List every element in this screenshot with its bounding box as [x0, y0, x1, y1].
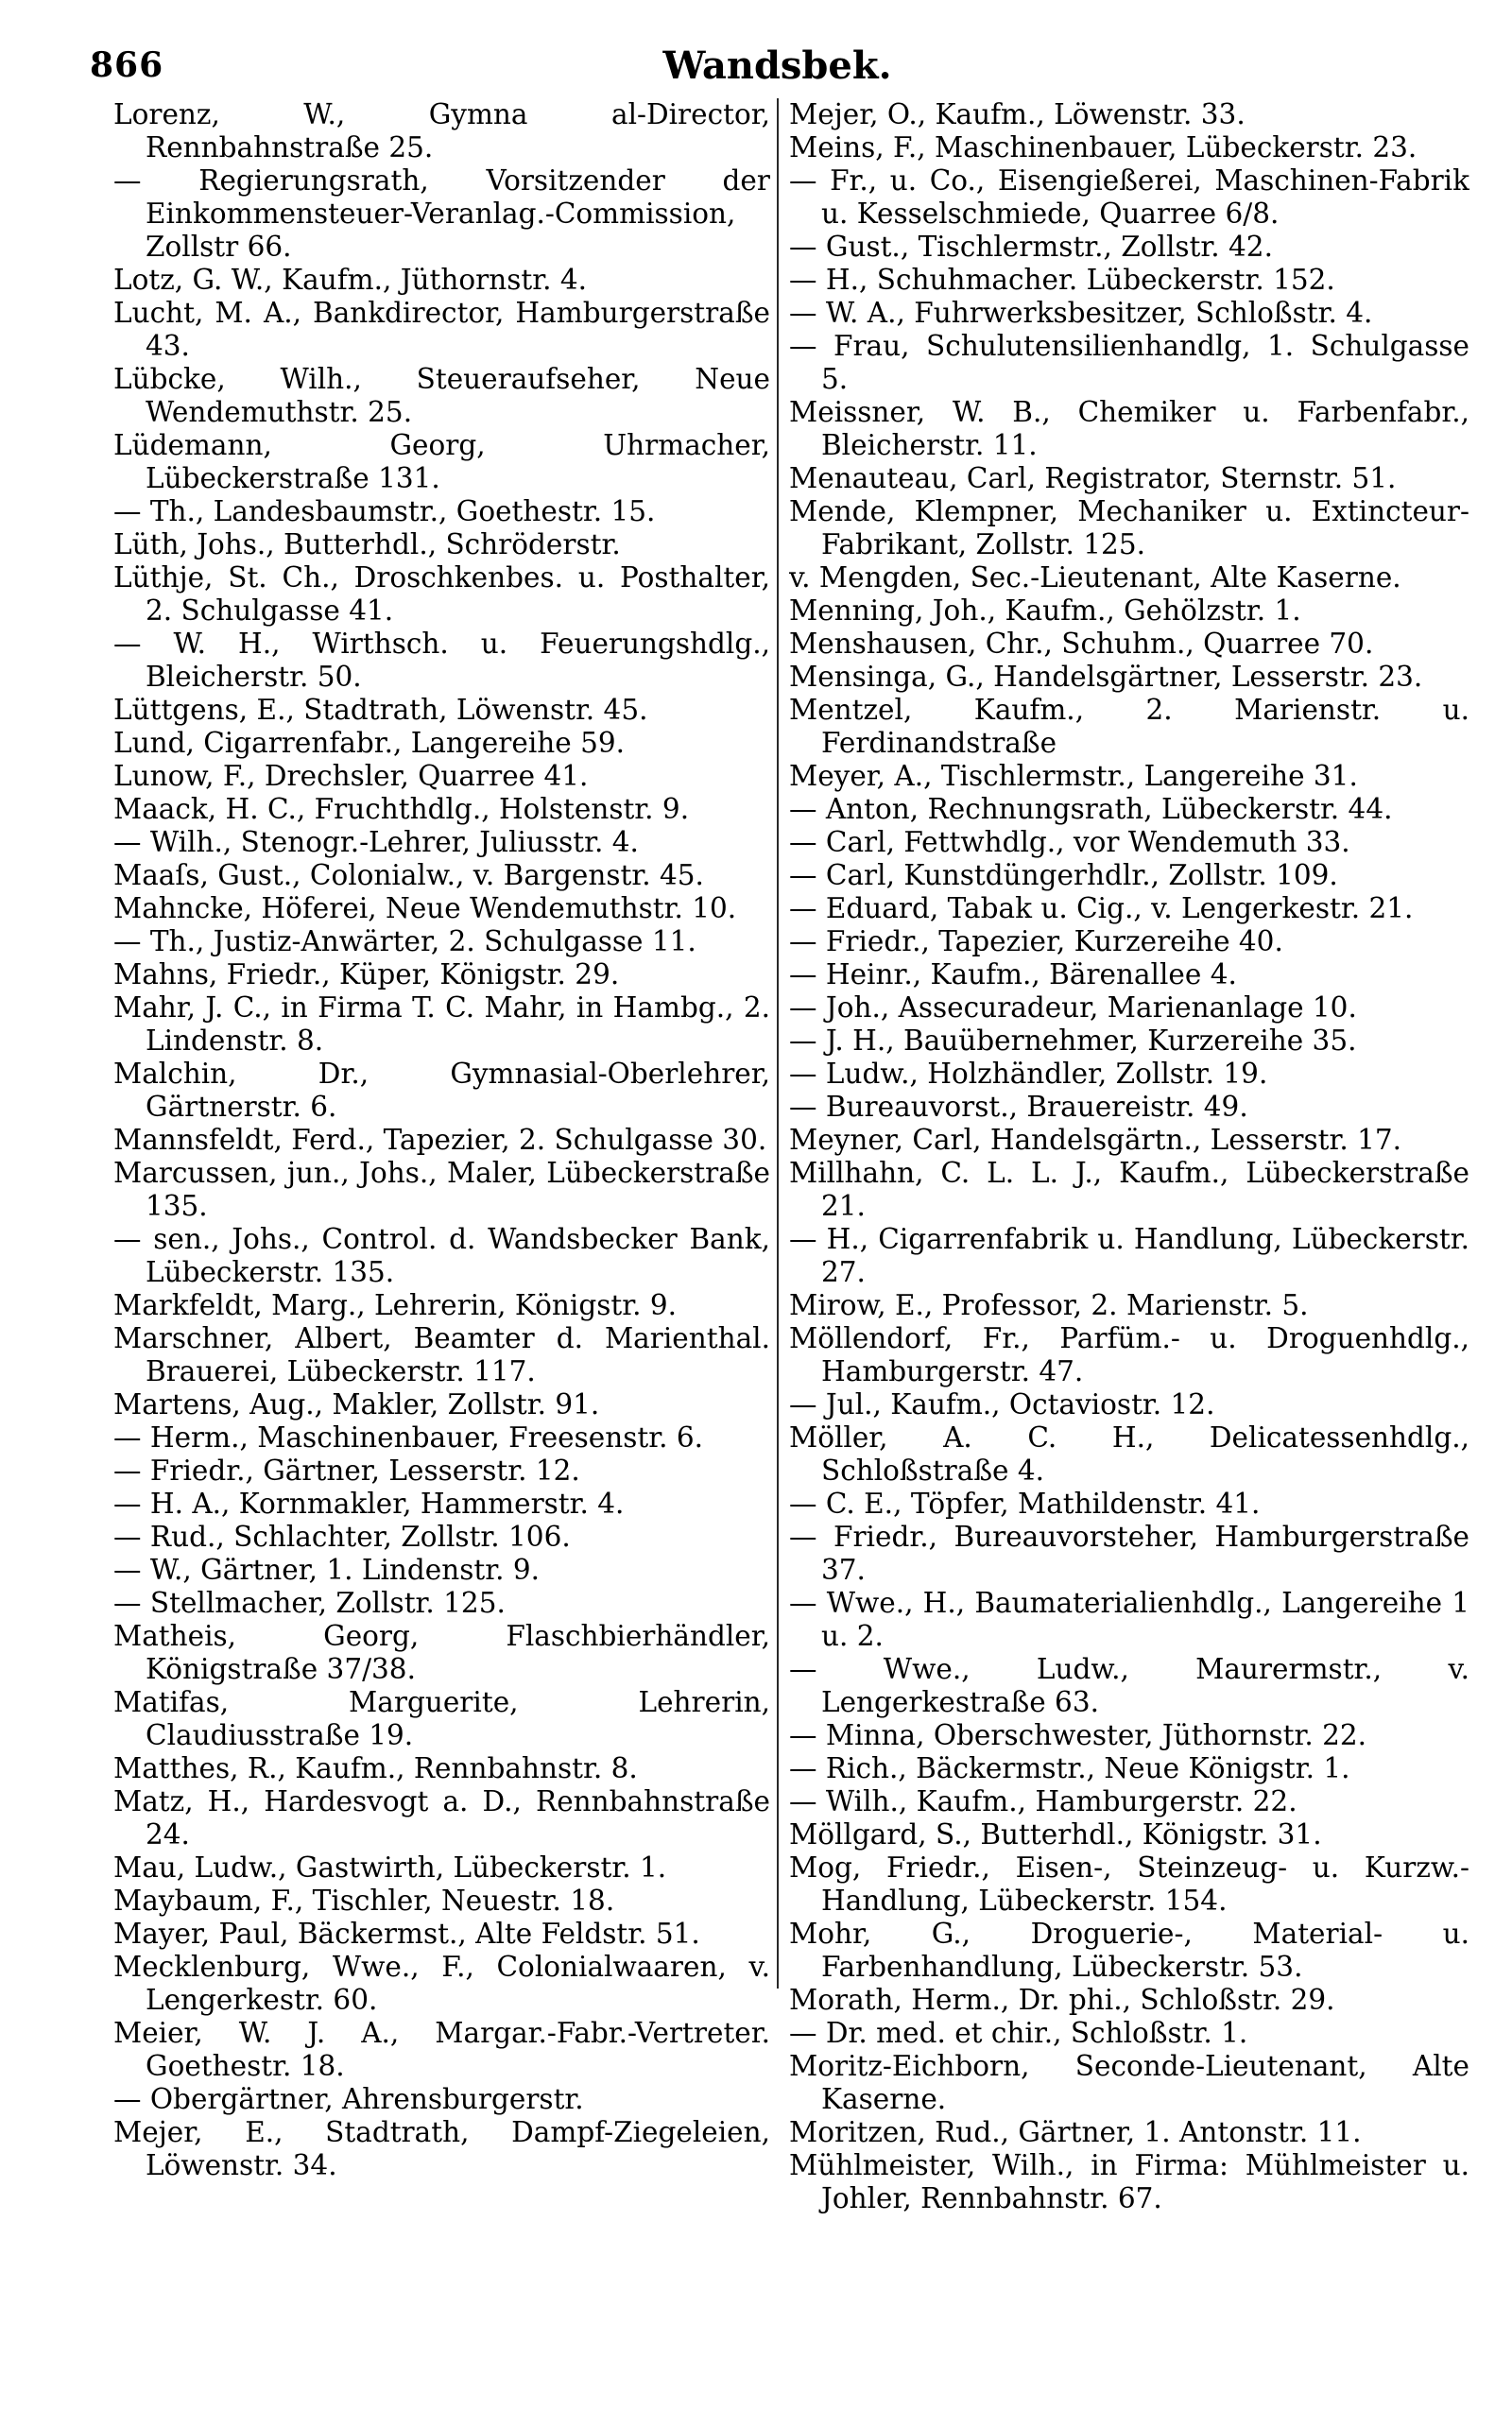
directory-entry: Malchin, Dr., Gymnasial-Oberlehrer, Gärtnerstr. 6. — [113, 1058, 770, 1123]
directory-entry: Moritz-Eichborn, Seconde-Lieutenant, Alte Kaserne. — [789, 2050, 1469, 2115]
directory-entry: — J. H., Bauübernehmer, Kurzereihe 35. — [789, 1025, 1357, 1057]
directory-entry: Menshausen, Chr., Schuhm., Quarree 70. — [789, 628, 1374, 660]
directory-entry: — Rud., Schlachter, Zollstr. 106. — [113, 1521, 571, 1553]
directory-entry: — Friedr., Bureauvorsteher, Hamburgerstraße 37. — [789, 1521, 1469, 1586]
directory-entry: — H., Cigarrenfabrik u. Handlung, Lübeckerstr. 27. — [789, 1223, 1469, 1288]
directory-entry: — W. A., Fuhrwerksbesitzer, Schloßstr. 4. — [789, 297, 1373, 329]
directory-entry: Mog, Friedr., Eisen-, Steinzeug- u. Kurzw.-Handlung, Lübeckerstr. 154. — [789, 1851, 1469, 1917]
directory-entry: Maaſs, Gust., Colonialw., v. Bargenstr. 45. — [113, 859, 704, 891]
directory-entry: — W., Gärtner, 1. Lindenstr. 9. — [113, 1554, 540, 1586]
directory-entry: — Gust., Tischlermstr., Zollstr. 42. — [789, 231, 1273, 263]
directory-entry: Mende, Klempner, Mechaniker u. Extincteur-Fabrikant, Zollstr. 125. — [789, 495, 1469, 560]
directory-entry: — Wwe., H., Baumaterialienhdlg., Langereihe 1 u. 2. — [789, 1587, 1469, 1652]
directory-entry: Mohr, G., Droguerie-, Material- u. Farbenhandlung, Lübeckerstr. 53. — [789, 1918, 1469, 1983]
directory-entry: — Anton, Rechnungsrath, Lübeckerstr. 44. — [789, 793, 1393, 825]
directory-entry: — Wilh., Stenogr.-Lehrer, Juliusstr. 4. — [113, 826, 639, 858]
directory-entry: Lüttgens, E., Stadtrath, Löwenstr. 45. — [113, 694, 648, 726]
running-title: Wandsbek. — [662, 43, 892, 88]
directory-entry: Lüth, Johs., Butterhdl., Schröderstr. — [113, 528, 621, 560]
directory-entry: Lotz, G. W., Kaufm., Jüthornstr. 4. — [113, 264, 588, 296]
directory-entry: Mahr, J. C., in Firma T. C. Mahr, in Hambg., 2. Lindenstr. 8. — [113, 991, 770, 1057]
directory-entry: Lunow, F., Drechsler, Quarree 41. — [113, 760, 589, 792]
directory-entry: Möllgard, S., Butterhdl., Königstr. 31. — [789, 1818, 1322, 1851]
directory-entry: Matz, H., Hardesvogt a. D., Rennbahnstraße 24. — [113, 1785, 770, 1851]
directory-entry: Markfeldt, Marg., Lehrerin, Königstr. 9. — [113, 1289, 677, 1321]
page-header — [90, 40, 1465, 87]
directory-entry: — Wilh., Kaufm., Hamburgerstr. 22. — [789, 1785, 1297, 1817]
directory-entry: Meyner, Carl, Handelsgärtn., Lesserstr. 17. — [789, 1124, 1402, 1156]
directory-entry: — Carl, Kunstdüngerhdlr., Zollstr. 109. — [789, 859, 1338, 891]
directory-entry: Maack, H. C., Fruchthdlg., Holstenstr. 9. — [113, 793, 690, 825]
directory-entry: Marcussen, jun., Johs., Maler, Lübeckerstraße 135. — [113, 1157, 770, 1222]
directory-entry: — sen., Johs., Control. d. Wandsbecker Bank, Lübeckerstr. 135. — [113, 1223, 770, 1288]
directory-entry: — Obergärtner, Ahrensburgerstr. — [113, 2083, 584, 2115]
directory-entry: — Eduard, Tabak u. Cig., v. Lengerkestr. 21. — [789, 892, 1414, 924]
directory-entry: — Rich., Bäckermstr., Neue Königstr. 1. — [789, 1752, 1350, 1784]
directory-entry: Möller, A. C. H., Delicatessenhdlg., Schloßstraße 4. — [789, 1421, 1469, 1487]
directory-entry: Mannsfeldt, Ferd., Tapezier, 2. Schulgasse 30. — [113, 1124, 767, 1156]
directory-entry: Menning, Joh., Kaufm., Gehölzstr. 1. — [789, 594, 1301, 627]
directory-entry: — Friedr., Tapezier, Kurzereihe 40. — [789, 925, 1283, 957]
directory-entry: Matheis, Georg, Flaschbierhändler, Königstraße 37/38. — [113, 1620, 770, 1685]
directory-entry: Maybaum, F., Tischler, Neuestr. 18. — [113, 1885, 615, 1917]
directory-entry: Lüdemann, Georg, Uhrmacher, Lübeckerstraße 131. — [113, 429, 770, 494]
directory-entry: Lucht, M. A., Bankdirector, Hamburgerstraße 43. — [113, 297, 770, 362]
directory-entry: — Jul., Kaufm., Octaviostr. 12. — [789, 1388, 1215, 1421]
directory-entry: Matthes, R., Kaufm., Rennbahnstr. 8. — [113, 1752, 638, 1784]
directory-entry: Lorenz, W., Gymna al-Director, Rennbahnstraße 25. — [113, 98, 770, 164]
directory-entry: Marschner, Albert, Beamter d. Marienthal. Brauerei, Lübeckerstr. 117. — [113, 1322, 770, 1387]
directory-entry: Moritzen, Rud., Gärtner, 1. Antonstr. 11. — [789, 2116, 1362, 2148]
directory-entry: — Th., Justiz-Anwärter, 2. Schulgasse 11. — [113, 925, 696, 957]
right-column — [789, 98, 1469, 2395]
directory-entry: Mecklenburg, Wwe., F., Colonialwaaren, v. Lengerkestr. 60. — [113, 1951, 770, 2016]
directory-entry: — H., Schuhmacher. Lübeckerstr. 152. — [789, 264, 1335, 296]
directory-entry: — Herm., Maschinenbauer, Freesenstr. 6. — [113, 1421, 703, 1454]
directory-entry: Meins, F., Maschinenbauer, Lübeckerstr. 23. — [789, 131, 1418, 164]
directory-entry: Menauteau, Carl, Registrator, Sternstr. 51. — [789, 462, 1397, 494]
directory-entry: Meyer, A., Tischlermstr., Langereihe 31. — [789, 760, 1358, 792]
directory-entry: Mirow, E., Professor, 2. Marienstr. 5. — [789, 1289, 1309, 1321]
directory-entry: — Regierungsrath, Vorsitzender der Einkommensteuer-Veranlag.-Commission, Zollstr 66. — [113, 164, 770, 263]
directory-entry: Mühlmeister, Wilh., in Firma: Mühlmeister u. Johler, Rennbahnstr. 67. — [789, 2149, 1469, 2214]
directory-entry: — Bureauvorst., Brauereistr. 49. — [789, 1091, 1248, 1123]
directory-entry: Meissner, W. B., Chemiker u. Farbenfabr., Bleicherstr. 11. — [789, 396, 1469, 461]
directory-entry: — Carl, Fettwhdlg., vor Wendemuth 33. — [789, 826, 1350, 858]
directory-entry: Mejer, O., Kaufm., Löwenstr. 33. — [789, 98, 1246, 130]
directory-entry: Lübcke, Wilh., Steueraufseher, Neue Wendemuthstr. 25. — [113, 363, 770, 428]
directory-entry: — Ludw., Holzhändler, Zollstr. 19. — [789, 1058, 1268, 1090]
directory-entry: Mentzel, Kaufm., 2. Marienstr. u. Ferdinandstraße — [789, 694, 1469, 759]
directory-entry: — Minna, Oberschwester, Jüthornstr. 22. — [789, 1719, 1366, 1751]
directory-entry: — W. H., Wirthsch. u. Feuerungshdlg., Bleicherstr. 50. — [113, 628, 770, 693]
directory-entry: Möllendorf, Fr., Parfüm.- u. Droguenhdlg., Hamburgerstr. 47. — [789, 1322, 1469, 1387]
directory-entry: — Stellmacher, Zollstr. 125. — [113, 1587, 506, 1619]
directory-entry: Meier, W. J. A., Margar.-Fabr.-Vertreter. Goethestr. 18. — [113, 2017, 770, 2082]
directory-entry: — Th., Landesbaumstr., Goethestr. 15. — [113, 495, 656, 527]
directory-entry: — Heinr., Kaufm., Bärenallee 4. — [789, 958, 1237, 990]
directory-entry: — Friedr., Gärtner, Lesserstr. 12. — [113, 1455, 580, 1487]
directory-entry: Millhahn, C. L. L. J., Kaufm., Lübeckerstraße 21. — [789, 1157, 1469, 1222]
directory-entry: Mejer, E., Stadtrath, Dampf-Ziegeleien, Löwenstr. 34. — [113, 2116, 770, 2181]
directory-entry: Matifas, Marguerite, Lehrerin, Claudiusstraße 19. — [113, 1686, 770, 1751]
directory-entry: Mayer, Paul, Bäckermst., Alte Feldstr. 51. — [113, 1918, 700, 1950]
directory-entry: — Frau, Schulutensilienhandlg, 1. Schulgasse 5. — [789, 330, 1469, 395]
directory-entry: Morath, Herm., Dr. phi., Schloßstr. 29. — [789, 1984, 1335, 2016]
directory-entry: — Wwe., Ludw., Maurermstr., v. Lengerkestraße 63. — [789, 1653, 1469, 1718]
directory-entry: Martens, Aug., Makler, Zollstr. 91. — [113, 1388, 600, 1421]
directory-entry: Lüthje, St. Ch., Droschkenbes. u. Posthalter, 2. Schulgasse 41. — [113, 561, 770, 627]
directory-entry: v. Mengden, Sec.-Lieutenant, Alte Kaserne. — [789, 561, 1401, 594]
directory-entry: — Joh., Assecuradeur, Marienanlage 10. — [789, 991, 1357, 1024]
column-divider — [777, 98, 779, 1989]
directory-entry: — Fr., u. Co., Eisengießerei, Maschinen-Fabrik u. Kesselschmiede, Quarree 6/8. — [789, 164, 1469, 230]
directory-entry: Mensinga, G., Handelsgärtner, Lesserstr. 23. — [789, 661, 1423, 693]
directory-entry: Lund, Cigarrenfabr., Langereihe 59. — [113, 727, 626, 759]
directory-entry: — Dr. med. et chir., Schloßstr. 1. — [789, 2017, 1248, 2049]
directory-entry: — H. A., Kornmakler, Hammerstr. 4. — [113, 1488, 625, 1520]
directory-entry: — C. E., Töpfer, Mathildenstr. 41. — [789, 1488, 1261, 1520]
directory-entry: Mau, Ludw., Gastwirth, Lübeckerstr. 1. — [113, 1851, 667, 1884]
page-number: 866 — [90, 45, 164, 85]
directory-entry: Mahncke, Höferei, Neue Wendemuthstr. 10. — [113, 892, 737, 924]
directory-entry: Mahns, Friedr., Küper, Königstr. 29. — [113, 958, 620, 990]
left-column — [113, 98, 770, 2395]
